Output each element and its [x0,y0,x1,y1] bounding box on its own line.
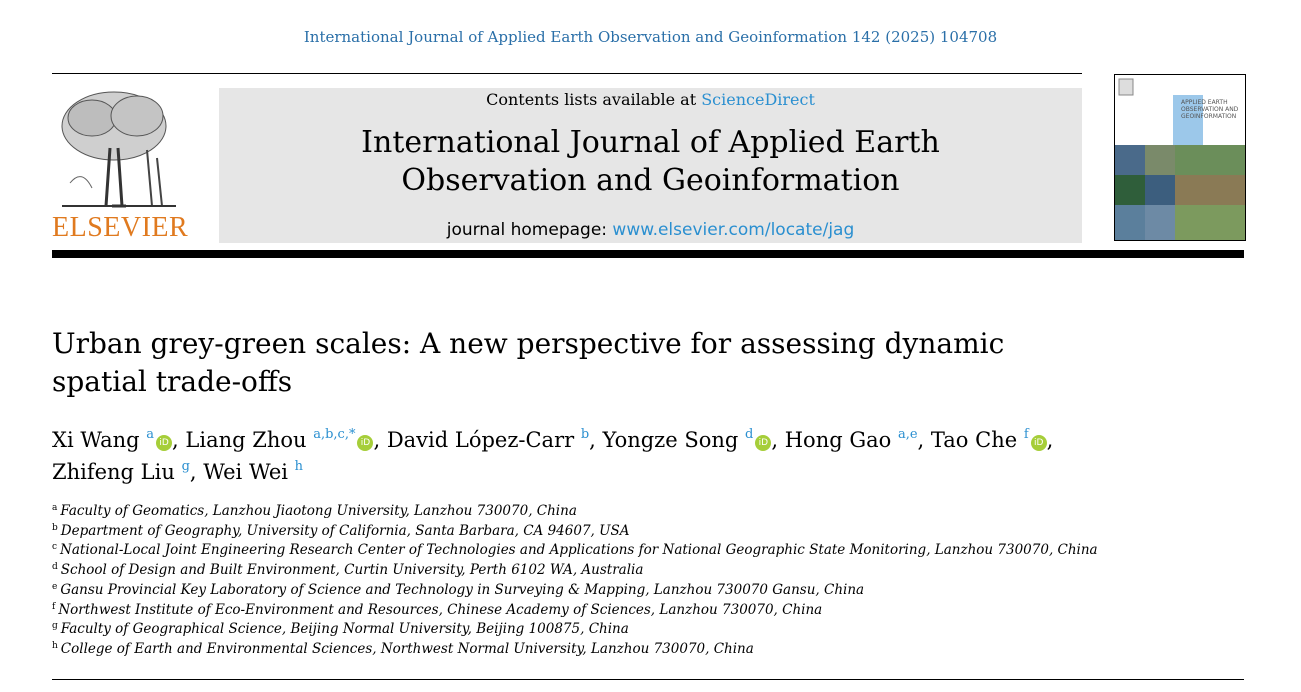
affiliation-text: Department of Geography, University of California, Santa Barbara, CA 94607, USA [60,522,630,539]
author-affiliation-marker[interactable]: a [146,427,155,442]
author-list [52,424,1112,488]
contents-line [219,90,1082,109]
affiliation-list [52,502,1152,660]
publisher-name[interactable]: ELSEVIER [52,212,189,243]
author-separator: , [373,428,387,452]
affiliation-item [52,640,1152,660]
article-title: Urban grey-green scales: A new perspective for assessing dynamic spatial trade-offs [52,327,1005,398]
author-affiliation-marker[interactable]: h [294,459,304,474]
affiliation-key: e [52,581,58,592]
author-affiliation-marker[interactable]: b [580,427,590,442]
author-affiliation-marker[interactable]: a,e [897,427,918,442]
journal-title-line2: Observation and Geoinformation [401,163,900,198]
affiliation-text: Faculty of Geomatics, Lanzhou Jiaotong University, Lanzhou 730070, China [60,503,577,519]
orcid-icon[interactable]: iD [1031,435,1047,451]
affiliation-key: d [52,562,58,573]
affiliation-text: National-Local Joint Engineering Research Center of Technologies and Applications for National Geographic State Monitoring, Lanzhou 730070, China [60,542,1098,559]
author-name[interactable]: Xi Wang [52,428,140,452]
author-name[interactable]: Hong Gao [784,428,892,452]
affiliation-key: f [52,601,56,612]
author-affiliation-marker[interactable]: a,b,c,* [313,427,356,442]
orcid-icon[interactable]: iD [357,435,373,451]
header-divider [52,250,1244,258]
journal-title-line1: International Journal of Applied Earth [361,125,940,160]
orcid-icon[interactable]: iD [156,435,172,451]
affiliation-text: College of Earth and Environmental Sciences, Northwest Normal University, Lanzhou 730070, China [60,640,754,657]
author-name[interactable]: Liang Zhou [185,428,307,452]
author-separator: , [589,428,603,452]
affiliation-text: School of Design and Built Environment, Curtin University, Perth 6102 WA, Australia [60,562,644,579]
affiliation-text: Faculty of Geographical Science, Beijing Normal University, Beijing 100875, China [60,621,629,638]
author-separator: , [1046,428,1054,452]
affiliation-text: Gansu Provincial Key Laboratory of Science and Technology in Surveying & Mapping, Lanzhou 730070 Gansu, China [60,581,865,598]
bottom-divider [52,679,1244,680]
top-divider [52,73,1082,74]
affiliation-key: a [52,503,58,513]
author-name[interactable]: Yongze Song [602,428,739,452]
affiliation-key: g [52,621,58,632]
journal-citation[interactable]: International Journal of Applied Earth Observation and Geoinformation 142 (2025) 104708 [303,28,998,46]
author-affiliation-marker[interactable]: g [181,459,190,474]
cover-title: APPLIED EARTH OBSERVATION AND GEOINFORMATION [1181,99,1239,120]
affiliation-text: Northwest Institute of Eco-Environment and Resources, Chinese Academy of Sciences, Lanzhou 730070, China [58,601,823,618]
affiliation-key: h [52,640,58,651]
affiliation-key: b [52,522,58,533]
author-separator: , [771,428,785,452]
homepage-line [219,220,1082,240]
homepage-link[interactable]: www.elsevier.com/locate/jag [612,220,855,240]
author-name[interactable]: David López-Carr [386,428,575,452]
journal-cover[interactable] [1114,74,1246,241]
author-name[interactable]: Wei Wei [203,460,288,484]
author-affiliation-marker[interactable]: f [1023,427,1029,442]
affiliation-key: c [52,542,58,553]
affiliation-item [52,502,1152,522]
author-name[interactable]: Zhifeng Liu [52,460,175,484]
affiliation-item [52,541,1152,561]
elsevier-logo [52,88,189,243]
author-separator: , [189,460,204,484]
elsevier-tree-icon [52,88,186,210]
affiliation-item [52,522,1152,542]
journal-banner [219,88,1082,243]
journal-title [219,124,1082,200]
homepage-prefix: journal homepage: [446,220,613,240]
contents-prefix: Contents lists available at [486,90,702,109]
affiliation-item [52,601,1152,621]
author-affiliation-marker[interactable]: d [745,427,754,442]
author-name[interactable]: Tao Che [930,428,1018,452]
orcid-icon[interactable]: iD [755,435,771,451]
sciencedirect-link[interactable]: ScienceDirect [701,90,815,109]
author-separator: , [172,428,186,452]
affiliation-item [52,561,1152,581]
affiliation-item [52,581,1152,601]
author-separator: , [917,428,931,452]
affiliation-item [52,620,1152,640]
